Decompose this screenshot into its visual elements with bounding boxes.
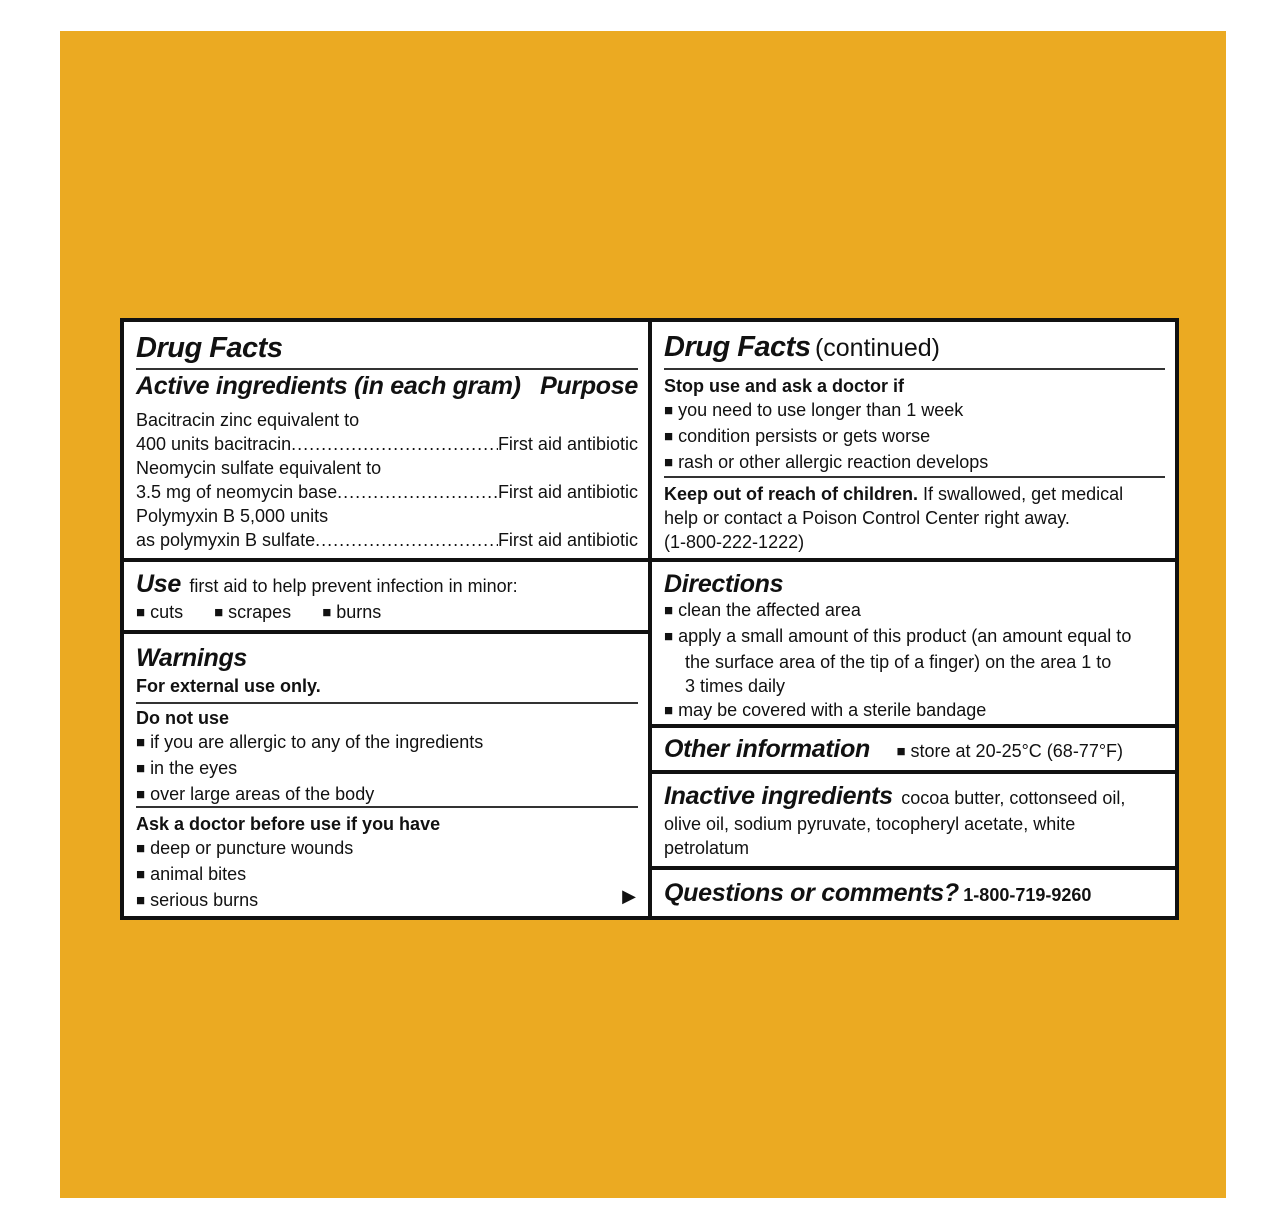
inactive-ingredients-text: petrolatum xyxy=(664,838,750,858)
other-information-heading: Other information xyxy=(664,735,871,763)
divider xyxy=(136,702,638,704)
ingredient-purpose: First aid antibiotic xyxy=(497,482,638,502)
active-ingredients-panel xyxy=(120,318,652,562)
stop-use-item: ■ you need to use longer than 1 week xyxy=(664,398,988,424)
stop-use-item: ■ condition persists or gets worse xyxy=(664,424,988,450)
questions-panel xyxy=(648,866,1179,920)
ingredient-line: Neomycin sulfate equivalent to xyxy=(136,458,382,478)
other-information-panel xyxy=(648,724,1179,774)
storage-text: ■ store at 20-25°C (68-77°F) xyxy=(896,741,1123,761)
stop-use-item: ■ rash or other allergic reaction develops xyxy=(664,450,988,476)
ingredients-list xyxy=(136,408,638,552)
leader-dots xyxy=(315,528,498,552)
inactive-ingredients-text: cocoa butter, cottonseed oil, xyxy=(901,788,1126,808)
ingredient-row xyxy=(136,528,638,552)
ask-doctor-item: ■ animal bites xyxy=(136,862,440,888)
directions-heading: Directions xyxy=(664,570,784,598)
do-not-use-item: ■ in the eyes xyxy=(136,756,483,782)
directions-item-continued: the surface area of the tip of a finger) on the area 1 to xyxy=(685,652,1112,672)
use-item: ■ cuts xyxy=(136,602,183,622)
continued-label: (continued) xyxy=(814,334,941,362)
ingredient-amount: as polymyxin B sulfate xyxy=(136,530,316,550)
warnings-panel xyxy=(120,630,652,920)
use-heading: Use xyxy=(136,570,181,598)
do-not-use-item: ■ over large areas of the body xyxy=(136,782,483,808)
ingredient-purpose: First aid antibiotic xyxy=(497,530,638,550)
directions-item: ■ clean the affected area xyxy=(664,598,1131,624)
directions-panel xyxy=(648,558,1179,728)
ask-doctor-item: ■ deep or puncture wounds xyxy=(136,836,440,862)
ingredient-amount: 3.5 mg of neomycin base xyxy=(136,482,338,502)
external-use-text: For external use only. xyxy=(136,676,321,696)
drug-facts-continued-title: Drug Facts xyxy=(664,331,811,363)
ask-doctor-heading: Ask a doctor before use if you have xyxy=(136,814,441,834)
directions-item: ■ may be covered with a sterile bandage xyxy=(664,698,1131,724)
ingredient-line: Polymyxin B 5,000 units xyxy=(136,506,329,526)
use-panel xyxy=(120,558,652,634)
divider xyxy=(664,368,1165,370)
keep-out-text: help or contact a Poison Control Center right away. xyxy=(664,508,1070,528)
keep-out-heading: Keep out of reach of children. xyxy=(664,484,919,504)
questions-phone: 1-800-719-9260 xyxy=(963,885,1092,905)
ingredient-amount: 400 units bacitracin xyxy=(136,434,292,454)
stop-use-heading: Stop use and ask a doctor if xyxy=(664,376,905,396)
ingredient-row xyxy=(136,432,638,456)
stop-use-panel xyxy=(648,318,1179,562)
warnings-heading: Warnings xyxy=(136,644,248,672)
drug-facts-title: Drug Facts xyxy=(136,332,283,364)
inactive-ingredients-panel xyxy=(648,770,1179,870)
do-not-use-heading: Do not use xyxy=(136,708,229,728)
inactive-ingredients-heading: Inactive ingredients xyxy=(664,782,893,810)
keep-out-text: If swallowed, get medical xyxy=(923,484,1124,504)
directions-item: ■ apply a small amount of this product (an amount equal to xyxy=(664,624,1131,650)
use-text: first aid to help prevent infection in minor: xyxy=(189,576,518,596)
divider xyxy=(136,368,638,370)
do-not-use-item: ■ if you are allergic to any of the ingredients xyxy=(136,730,483,756)
leader-dots xyxy=(291,432,498,456)
ingredient-line: Bacitracin zinc equivalent to xyxy=(136,410,360,430)
poison-control-phone: (1-800-222-1222) xyxy=(664,532,805,552)
ingredient-row xyxy=(136,480,638,504)
inactive-ingredients-text: olive oil, sodium pyruvate, tocopheryl acetate, white xyxy=(664,814,1076,834)
use-item: ■ scrapes xyxy=(214,602,291,622)
ask-doctor-item: ■ serious burns xyxy=(136,888,440,914)
ingredient-purpose: First aid antibiotic xyxy=(497,434,638,454)
use-item: ■ burns xyxy=(322,602,381,622)
questions-heading: Questions or comments? xyxy=(664,879,959,907)
purpose-heading: Purpose xyxy=(540,372,638,400)
continue-arrow-icon: ▶ xyxy=(622,886,636,906)
leader-dots xyxy=(337,480,498,504)
divider xyxy=(664,476,1165,478)
directions-item-continued: 3 times daily xyxy=(685,676,786,696)
divider xyxy=(136,806,638,808)
active-ingredients-heading: Active ingredients (in each gram) xyxy=(136,372,521,400)
